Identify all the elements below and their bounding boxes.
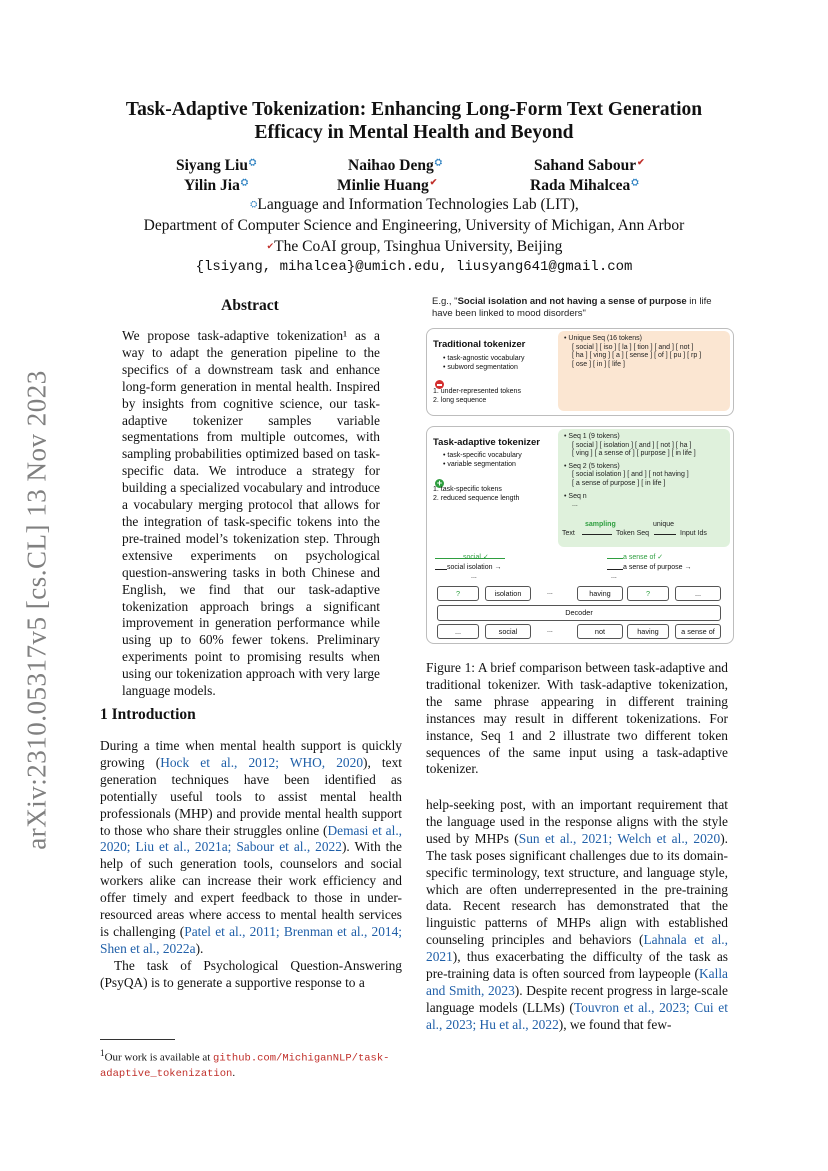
author-3: Sahand Sabour✔ [534, 157, 645, 174]
unique-seq-panel: • Unique Seq (16 tokens) [ social ] [ iso ] [ la ] [ tion ] [ and ] [ not ] [ ha ] [ ving ] [ a ] [ sense ] [ of ] [ pu ] [ rp ] [ ose ] [ in ] [ life ] [558, 331, 730, 411]
citation-link[interactable]: Patel et al., 2011; Brenman et al., 2014; Shen et al., 2022a [100, 923, 402, 956]
title-line-1: Task-Adaptive Tokenization: Enhancing Long-Form Text Generation [125, 99, 703, 120]
arxiv-stamp [22, 360, 52, 860]
citation-link[interactable]: Sun et al., 2021; Welch et al., 2020 [518, 830, 721, 846]
author-6: Rada Mihalcea⛭ [530, 177, 639, 194]
token-box: having [577, 586, 623, 601]
figure-1 [424, 292, 736, 648]
author-4: Yilin Jia⛭ [184, 177, 249, 194]
task-adaptive-tokenizer-box: • Seq 1 (9 tokens) [ social ] [ isolation ] [ and ] [ not ] [ ha ] [ ving ] [ a sense of ] [ purpose ] [ in life ] • Seq 2 (5 tokens) [ social isolation ] [ and ] [ not having ] [ a sense of purpose ] [ in life ] • Seq n ... sampling Text Token Seq unique Input Ids Task-adaptive tokenizer • task-specific vocabulary • variable segmentation + 1. task-specific tokens 2. reduced sequence length social isolation → ... a sense of ✓ a sense of purpose → ... ? isolation ... having ? ... Decoder ... social ... not having a sense of [426, 426, 734, 644]
token-box: having [627, 624, 669, 639]
lit-affil-icon: ⛭ [248, 157, 257, 167]
right-column-text: help-seeking post, with an important requirement that the language used in the response aligns with the style used by MHPs (Sun et al., 2021; Welch et al., 2020). The task poses significant challenges due to its domain-specific terminology, text structure, and language style, which are often underrepresented in the pre-training data. Recent research has demonstrated that the linguistic patterns of MHPs align with established counseling principles and behaviors (Lahnala et al., 2021), thus exacerbating the difficulty of the task as pre-training data is often sourced from laypeople (Kalla and Smith, 2023). Despite recent progress in large-scale language models (LLMs) (Touvron et al., 2023; Cui et al., 2023; Hu et al., 2022), we found that few- [426, 797, 729, 1032]
arrow-icon [582, 534, 612, 535]
affiliations [90, 194, 738, 278]
author-1: Siyang Liu⛭ [176, 157, 257, 174]
paper-title [90, 98, 738, 144]
affil-lit: Language and Information Technologies Lab (LIT), [257, 196, 579, 213]
token-box: ? [437, 586, 479, 601]
author-5: Minlie Huang✔ [337, 177, 438, 194]
lit-affil-icon: ⛭ [250, 199, 258, 209]
citation-link[interactable]: Demasi et al., 2020; Liu et al., 2021a; Sabour et al., 2022 [100, 822, 403, 855]
token-box: isolation [485, 586, 531, 601]
coai-affil-icon: ✔ [266, 241, 275, 251]
seq-panel: • Seq 1 (9 tokens) [ social ] [ isolation ] [ and ] [ not ] [ ha ] [ ving ] [ a sense of ] [ purpose ] [ in life ] • Seq 2 (5 tokens) [ social isolation ] [ and ] [ not having ] [ a sense of purpose ] [ in life ] • Seq n ... sampling Text Token Seq unique Input Ids [558, 429, 730, 547]
citation-link[interactable]: Kalla and Smith, 2023 [426, 966, 728, 998]
token-box: ... [675, 586, 721, 601]
intro-paragraph-2: The task of Psychological Question-Answering (PsyQA) is to generate a supportive response to a [100, 957, 402, 990]
abstract-text: We propose task-adaptive tokenization¹ as a way to adapt the generation pipeline to the specifics of a downstream task and enhance long-form generation in mental health. Inspired by insights from cognitive science, our task-adaptive tokenizer samples variable segmentations from multiple outcomes, with sampling probabilities optimized based on task-specific data. We introduce a strategy for building a specialized vocabulary and introduce a vocabulary merging protocol that allows for the integration of task-specific tokens into the pre-trained model’s tokenization step. Through extensive experiments on psychological question-answering tasks in both Chinese and English, we find that our task-adaptive tokenization approach brings a significant improvement in generation performance while using up to 60% fewer tokens. Preliminary experiments point to promising results when using our tokenization approach with very large language models. [122, 328, 380, 699]
author-emails: {lsiyang, mihalcea}@umich.edu, liusyang641@gmail.com [195, 259, 633, 275]
decoder-block: Decoder [437, 605, 721, 621]
lit-affil-icon: ⛭ [240, 177, 249, 187]
figure-caption: Figure 1: A brief comparison between task-adaptive and traditional tokenizer. With task-adaptive tokenization, the same phrase appearing in different training instances may result in different tokenizations. For instance, Seq 1 and 2 illustrate two different token sequences of the same input using a task-adaptive tokenizer. [426, 660, 728, 777]
lit-affil-icon: ⛭ [631, 177, 639, 187]
figure-example-sentence: E.g., "Social isolation and not having a sense of purpose in life have been linked to mood disorders" [432, 296, 712, 319]
citation-link[interactable]: Hock et al., 2012; WHO, 2020 [160, 754, 364, 770]
traditional-tokenizer-title: Traditional tokenizer [433, 339, 526, 350]
task-adaptive-tokenizer-title: Task-adaptive tokenizer [433, 437, 541, 448]
arrow-icon [654, 534, 676, 535]
token-box: ? [627, 586, 669, 601]
section-heading: 1 Introduction [100, 706, 196, 723]
plus-icon: + [436, 478, 443, 488]
citation-link[interactable]: Touvron et al., 2023; Cui et al., 2023; Hu et al., 2022 [426, 999, 728, 1032]
token-box: a sense of [675, 624, 721, 639]
coai-affil-icon: ✔ [429, 177, 438, 187]
lit-affil-icon: ⛭ [434, 157, 442, 167]
token-box: social [485, 624, 531, 639]
affil-coai: The CoAI group, Tsinghua University, Beijing [274, 238, 563, 255]
title-line-2: Efficacy in Mental Health and Beyond [254, 122, 574, 143]
citation-link[interactable]: Lahnala et al., 2021 [426, 932, 729, 965]
footnote-rule [100, 1039, 175, 1040]
author-2: Naihao Deng⛭ [348, 157, 442, 174]
footnote: $^1$Our work is available at github.com/MichiganNLP/task-adaptive_tokenization. [100, 1048, 390, 1081]
token-box: ... [437, 624, 479, 639]
arxiv-id: arXiv:2310.05317v5 [cs.CL] 13 Nov 2023 [21, 370, 52, 850]
token-box: not [577, 624, 623, 639]
coai-affil-icon: ✔ [637, 157, 645, 167]
traditional-tokenizer-box: • Unique Seq (16 tokens) [ social ] [ iso ] [ la ] [ tion ] [ and ] [ not ] [ ha ] [ ving ] [ a ] [ sense ] [ of ] [ pu ] [ rp ] [ ose ] [ in ] [ life ] Traditional tokenizer • task-agnostic vocabulary • subword segmentation 1. under-represented tokens 2. long sequence [426, 328, 734, 416]
intro-paragraph-1: During a time when mental health support is quickly growing (Hock et al., 2012; WHO, 2020), text generation techniques have been identified as potentially useful tools to assist mental health professionals (MHP) and provide mental health support to those who share their struggles online (Demasi et al., 2020; Liu et al., 2021a; Sabour et al., 2022). With the help of such generation tools, counselors and social workers alike can increase their work efficiency and offer timely and expert feedback to those in under-resourced areas where access to mental health services is challenging (Patel et al., 2011; Brenman et al., 2014; Shen et al., 2022a). The task of Psychological Question-Answering (PsyQA) is to generate a supportive response to a [100, 738, 403, 990]
affil-dept: Department of Computer Science and Engineering, University of Michigan, Ann Arbor [143, 217, 685, 234]
repo-link[interactable]: github.com/MichiganNLP/task-adaptive_tokenization [100, 1052, 390, 1081]
abstract-heading: Abstract [221, 297, 279, 314]
